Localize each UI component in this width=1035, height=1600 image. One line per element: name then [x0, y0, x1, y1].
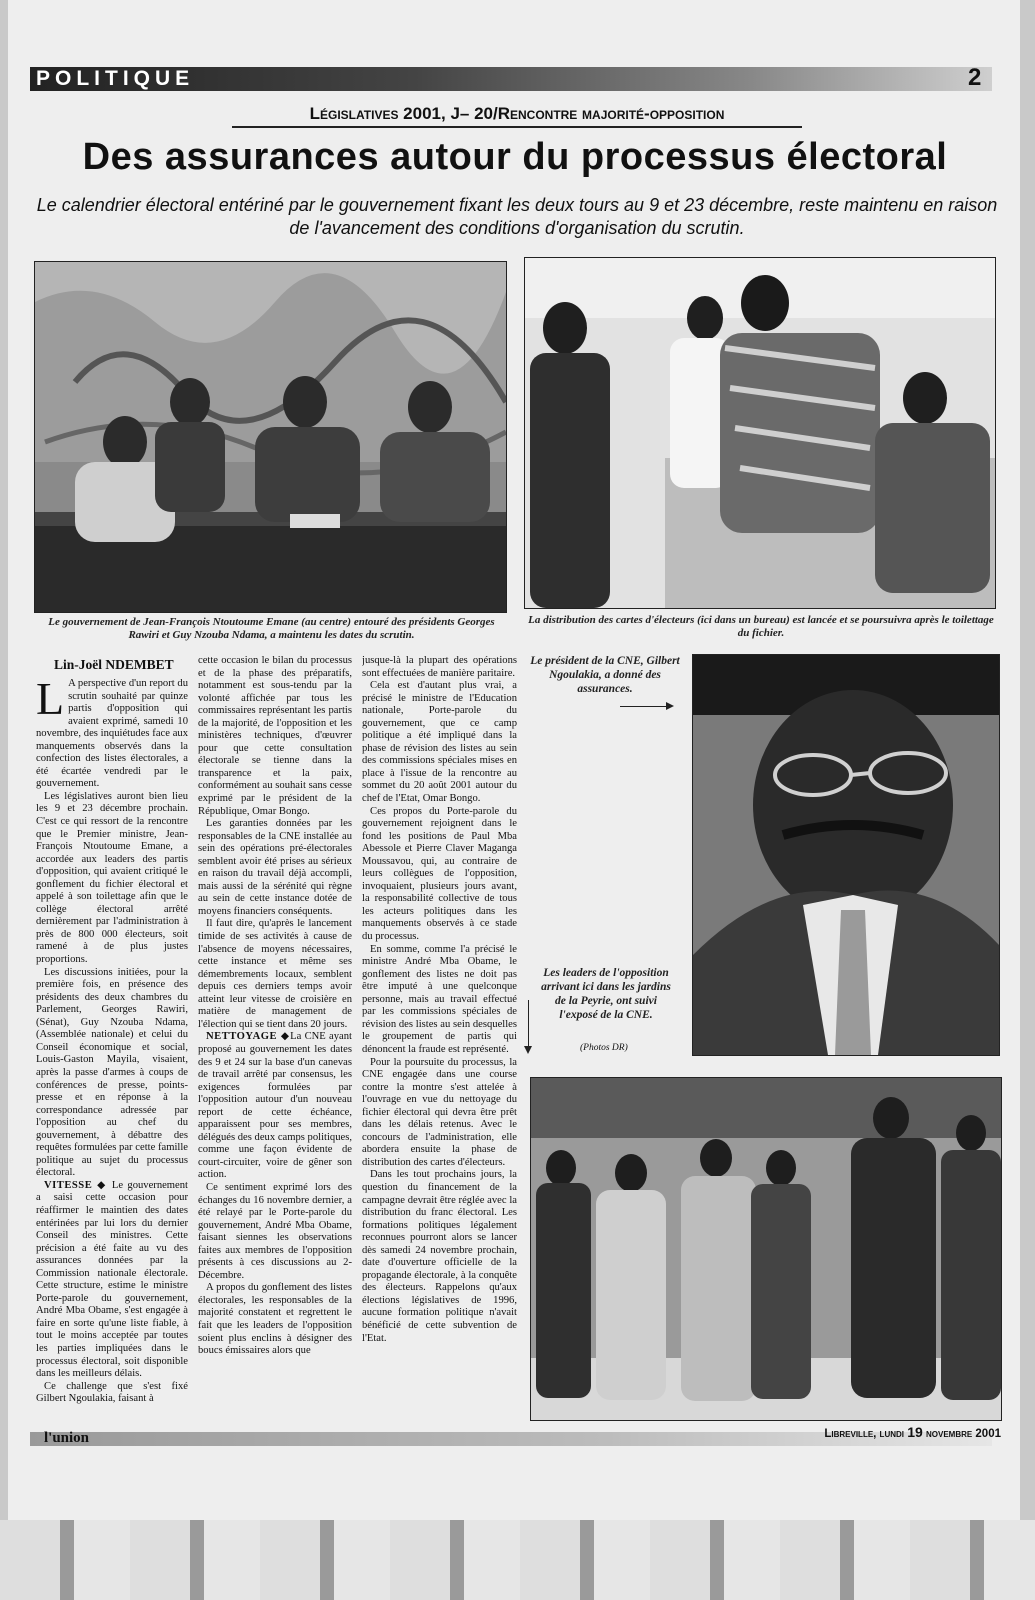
headline: Des assurances autour du processus électoral [82, 136, 948, 178]
article-paragraph: Ce challenge que s'est fixé Gilbert Ngoulakia, faisant à [36, 1380, 188, 1405]
article-paragraph: La CNE ayant proposé au gouvernement les dates des 9 et 24 sur la base d'un canevas de travail arrêté par consensus, les exigences formulées par l'opposition autour d'un nouveau report de cette échéance, apparaissent pour ses membres, délégués des deux camps politiques, comme une façon évidente de court-circuiter, voire de gêner son action. [198, 1031, 352, 1181]
dateline-day: 19 [907, 1424, 923, 1440]
article-paragraph: Pour la poursuite du processus, la CNE engagée dans une course contre la montre s'est attelée à l'ouvrage en vue du nettoyage du fichier électoral qui devra être prêt dans les délais retenus. Avec le concours de l'administration, elle abordera ensuite la phase de distribution des cartes d'électeurs. [362, 1056, 517, 1168]
photo-card-distribution [524, 257, 996, 609]
article-paragraph: En somme, comme l'a précisé le ministre André Mba Obame, le gonflement des listes ne doit pas être imputé à une quelconque personne, mais au travail effectué par les commissions spéciales de révision des listes au sein desquelles le groupement de partis qui dénoncent la fraude est représenté. [362, 943, 517, 1055]
caption-opposition-leaders: Les leaders de l'opposition arrivant ici dans les jardins de la Peyrie, ont suivi l'exposé de la CNE. [541, 967, 671, 1021]
dateline-suffix: novembre 2001 [925, 1428, 1001, 1440]
kicker: Législatives 2001, J– 20/Rencontre majorité-opposition [309, 104, 725, 123]
article-paragraph: Le gouvernement a saisi cette occasion pour réaffirmer le maintien des dates entérinées par lui lors du dernier Conseil des ministres. Cette précision a été faite au vu des assurances données par la Commission nationale électorale. Cette structure, estime le ministre Porte-parole du gouvernement, André Mba Obame, s'est engagée à faire en sorte qu'une liste fiable, à tout le moins acceptée par toutes les parties impliquées dans le processus électoral, soit disponible dans les meilleurs délais. [36, 1179, 188, 1380]
article-paragraph: Dans les tout prochains jours, la question du financement de la campagne devrait être réglée avec la distribution du franc électoral. Les formations politiques légalement reconnues pourront alors se lancer dès samedi 24 novembre prochain, date d'ouverture officielle de la propagande électorale, à la conquête des électeurs. Rappelons qu'aux élections législatives de 1996, aucune formation politique n'avait bénéficié de cette subvention de l'Etat. [362, 1169, 517, 1344]
section-label: POLITIQUE [36, 67, 195, 90]
caption-cne-president: Le président de la CNE, Gilbert Ngoulakia, a donné des assurances. [530, 655, 680, 695]
photo-portrait-image [693, 655, 999, 1055]
article-paragraph: Il faut dire, qu'après le lancement timide de ses activités à cause de l'absence de moyens nécessaires, cette instance et même ses démembrements locaux, semblent depuis ces derniers temps avoir atteint leur vitesse de croisière en matière de management de l'élection qui se tient dans 20 jours. [198, 918, 352, 1030]
subhead-nettoyage: NETTOYAGE ◆ [206, 1031, 291, 1043]
drop-cap: L [36, 678, 65, 724]
byline: Lin-Joël NDEMBET [54, 657, 174, 672]
caption-government-meeting: Le gouvernement de Jean-François Ntoutoume Emane (au centre) entouré des présidents Georges Rawiri et Guy Nzouba Ndama, a maintenu les dates du scrutin. [48, 616, 495, 641]
article-paragraph: Les législatives auront bien lieu les 9 et 23 décembre prochain. C'est ce qui ressort de la rencontre que le Premier ministre, Jean-François Ntoutoume Emane, a accordée aux leaders des partis d'opposition, qui avaient critiqué le gonflement du fichier électoral et appelé à son toilettage afin que le collège électoral arrêté dernièrement par l'administration à près de 800 000 électeurs, soit ramené à de plus justes proportions. [36, 790, 188, 966]
kicker-underline [232, 126, 802, 128]
page-number: 2 [968, 64, 982, 91]
newspaper-logo: l'union [44, 1430, 90, 1446]
photo-cne-president [692, 654, 1000, 1056]
article-paragraph: A propos du gonflement des listes électorales, les responsables de la majorité constatent et regrettent le fait que les leaders de l'opposition soient plus enclins à désigner des boucs émissaires alors que [198, 1282, 352, 1357]
article-paragraph: Les garanties données par les responsables de la CNE installée au sein des opérations pré-électorales semblent avoir été prises au sérieux en raison du travail déjà accompli, mais aussi de la sérénité qui règne au sein de cette instance dotée de moyens financiers conséquents. [198, 818, 352, 917]
article-paragraph: Ces propos du Porte-parole du gouvernement rejoignent dans le fond les positions de Paul Mba Abessole et Pierre Claver Maganga Moussavou, qui, au contraire de leurs collègues de l'opposition, invoquaient, plusieurs jours avant, la responsabilité collective de tous les acteurs politiques dans les manquements observés à ce stade du processus. [362, 805, 517, 943]
article-column-1 [36, 678, 188, 1423]
deck: Le calendrier électoral entériné par le gouvernement fixant les deux tours au 9 et 23 décembre, reste maintenu en raison de l'avancement des conditions d'organisation du scrutin. [36, 195, 998, 238]
article-column-3 [362, 655, 517, 1423]
photo-meeting-image [35, 262, 506, 612]
photo-credit: (Photos DR) [580, 1043, 628, 1053]
dateline [776, 1424, 1001, 1440]
photo-opposition-leaders [530, 1077, 1002, 1421]
photo-distribution-image [525, 258, 995, 608]
arrow-down-icon [528, 1000, 529, 1052]
article-paragraph: jusque-là la plupart des opérations sont effectuées de manière paritaire. [362, 655, 517, 679]
article-paragraph: Les discussions initiées, pour la première fois, en présence des présidents des deux chambres du Parlement, Georges Rawiri, (Sénat), Guy Nzouba Ndama, (Assemblée nationale) et celui du Conseil économique et social, Louis-Gaston Mayila, visaient, après la passe d'armes à coups de conférences de presse, points-presse et en réponse à la correspondance adressée par l'opposition au chef du gouvernement, à débattre des requêtes formulées par cette famille politique au sujet du processus électoral. [36, 966, 188, 1179]
caption-card-distribution: La distribution des cartes d'électeurs (ici dans un bureau) est lancée et se poursuivra après le toilettage du fichier. [528, 614, 994, 639]
article-paragraph: cette occasion le bilan du processus et de la phase des préparatifs, notamment est sous-tendu par la volonté affichée par tous les commissaires représentant les partis de la majorité, de l'opposition et les ministères techniques, d'œuvrer pour que cette consultation électorale se tienne dans la transparence et la paix, conformément au souhait sans cesse exprimé par le président de la République, Omar Bongo. [198, 655, 352, 817]
arrow-right-icon [620, 706, 672, 707]
article-column-2 [198, 655, 352, 1423]
article-paragraph: Cela est d'autant plus vrai, a précisé le ministre de l'Education nationale, Porte-parole du gouvernement, que ce camp politique a été impliqué dans la phase de révision des listes au sein des commissions spéciales mises en place à l'issue de la rencontre au sommet du 20 août 2001 autour du chef de l'Etat, Omar Bongo. [362, 680, 517, 805]
article-paragraph: Ce sentiment exprimé lors des échanges du 16 novembre dernier, a été relayé par le Porte-parole du gouvernement, André Mba Obame, faisant siennes les observations faites aux membres de l'opposition présents à ces discussions au 2-Décembre. [198, 1181, 352, 1281]
dateline-prefix: Libreville, lundi [824, 1428, 904, 1440]
article-paragraph: A perspective d'un report du scrutin souhaité par quinze partis d'opposition qui avaient exprimé, samedi 10 novembre, des inquiétudes face aux manquements observés dans la confection des listes électorales, a été écartée vendredi par le gouvernement. [36, 678, 188, 790]
subhead-vitesse: VITESSE ◆ [44, 1179, 108, 1191]
photo-group-image [531, 1078, 1001, 1420]
background-surface [0, 1520, 1035, 1600]
photo-government-meeting [34, 261, 507, 613]
